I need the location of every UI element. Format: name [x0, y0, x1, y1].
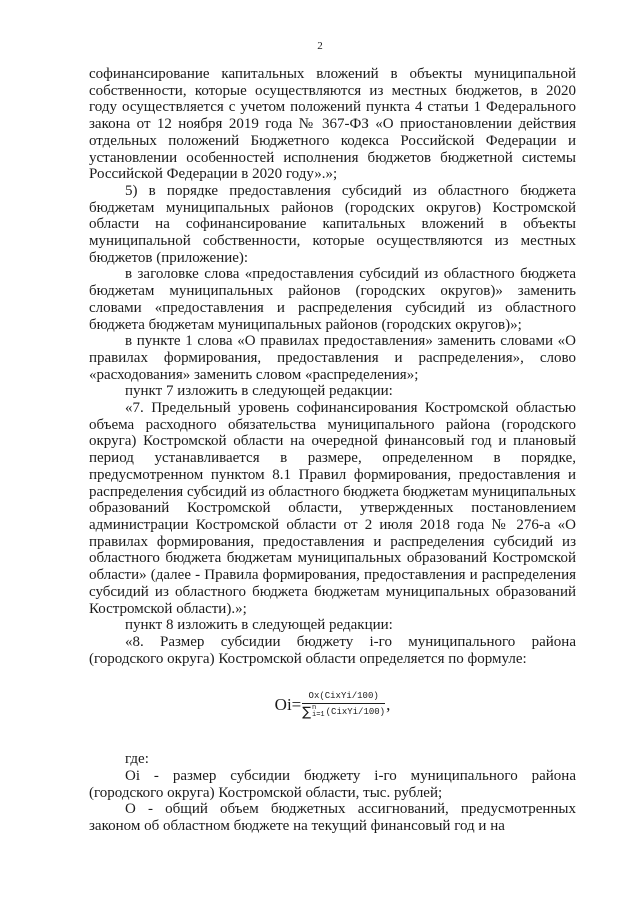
- page-number: 2: [317, 40, 323, 52]
- formula-trailing-comma: ,: [386, 694, 391, 714]
- sigma-symbol: ∑: [302, 704, 312, 720]
- formula-lhs: Oi=: [274, 694, 302, 714]
- paragraph: в пункте 1 слова «О правилах предоставления» заменить словами «О правилах формирования, предоставления и распределения», слово «расходования» заменить словом «распределения»;: [89, 333, 576, 383]
- paragraph: софинансирование капитальных вложений в объекты муниципальной собственности, которые осуществляются из местных бюджетов, в 2020 году осуществляется с учетом положений пункта 4 статьи 1 Федерального закона от 12 ноября 2019 года № 367-ФЗ «О приостановлении действия отдельных положений Бюджетного кодекса Российской Федерации и установлении особенностей исполнения бюджетов бюджетной системы Российской Федерации в 2020 году».»;: [89, 66, 576, 183]
- paragraph: «7. Предельный уровень софинансирования Костромской областью объема расходного обязательства муниципального района (городского округа) Костромской области на очередной финансовый год и плановый период устанавливается в размере, определенном в порядке, предусмотренном пунктом 8.1 Правил формирования, предоставления и распределения субсидий из областного бюджета бюджетам муниципальных образований Костромской области, утвержденных постановлением администрации Костромской области от 2 июля 2018 года № 276-а «О правилах формирования, предоставления и распределения субсидий из областного бюджета бюджетам муниципальных образований Костромской области» (далее - Правила формирования, предоставления и распределения субсидий из областного бюджета бюджетам муниципальных образований Костромской области).»;: [89, 400, 576, 617]
- formula-denominator: [302, 704, 385, 719]
- document-body: [89, 66, 576, 835]
- formula-fraction: [302, 691, 385, 719]
- summation-limits: [312, 705, 325, 719]
- summation: [302, 705, 325, 719]
- paragraph: где:: [125, 751, 149, 768]
- formula-numerator: Ox(CixYi/100): [308, 691, 379, 702]
- paragraph: «8. Размер субсидии бюджету i-го муниципального района (городского округа) Костромской области определяется по формуле:: [89, 633, 576, 667]
- lower-limit: i=1: [312, 711, 325, 720]
- upper-limit: n: [312, 704, 317, 713]
- paragraph: в заголовке слова «предоставления субсидий из областного бюджета бюджетам муниципальных районов (городских округов)» заменить словами «предоставления и распределения субсидий из областного бюджета бюджетам муниципальных районов (городских округов)»;: [89, 266, 576, 333]
- subsidy-formula: [89, 683, 576, 727]
- paragraph: пункт 8 изложить в следующей редакции:: [125, 617, 393, 634]
- paragraph: O - общий объем бюджетных ассигнований, предусмотренных законом об областном бюджете на текущий финансовый год и на: [89, 801, 576, 835]
- denominator-term: (CixYi/100): [325, 706, 386, 717]
- paragraph: 5) в порядке предоставления субсидий из областного бюджета бюджетам муниципальных районов (городских округов) Костромской области на софинансирование капитальных вложений в объекты муниципальной собственности, которые осуществляются из местных бюджетов (приложение):: [89, 182, 576, 266]
- paragraph: Oi - размер субсидии бюджету i-го муниципального района (городского округа) Костромской области, тыс. рублей;: [89, 768, 576, 801]
- paragraph: пункт 7 изложить в следующей редакции:: [125, 383, 393, 400]
